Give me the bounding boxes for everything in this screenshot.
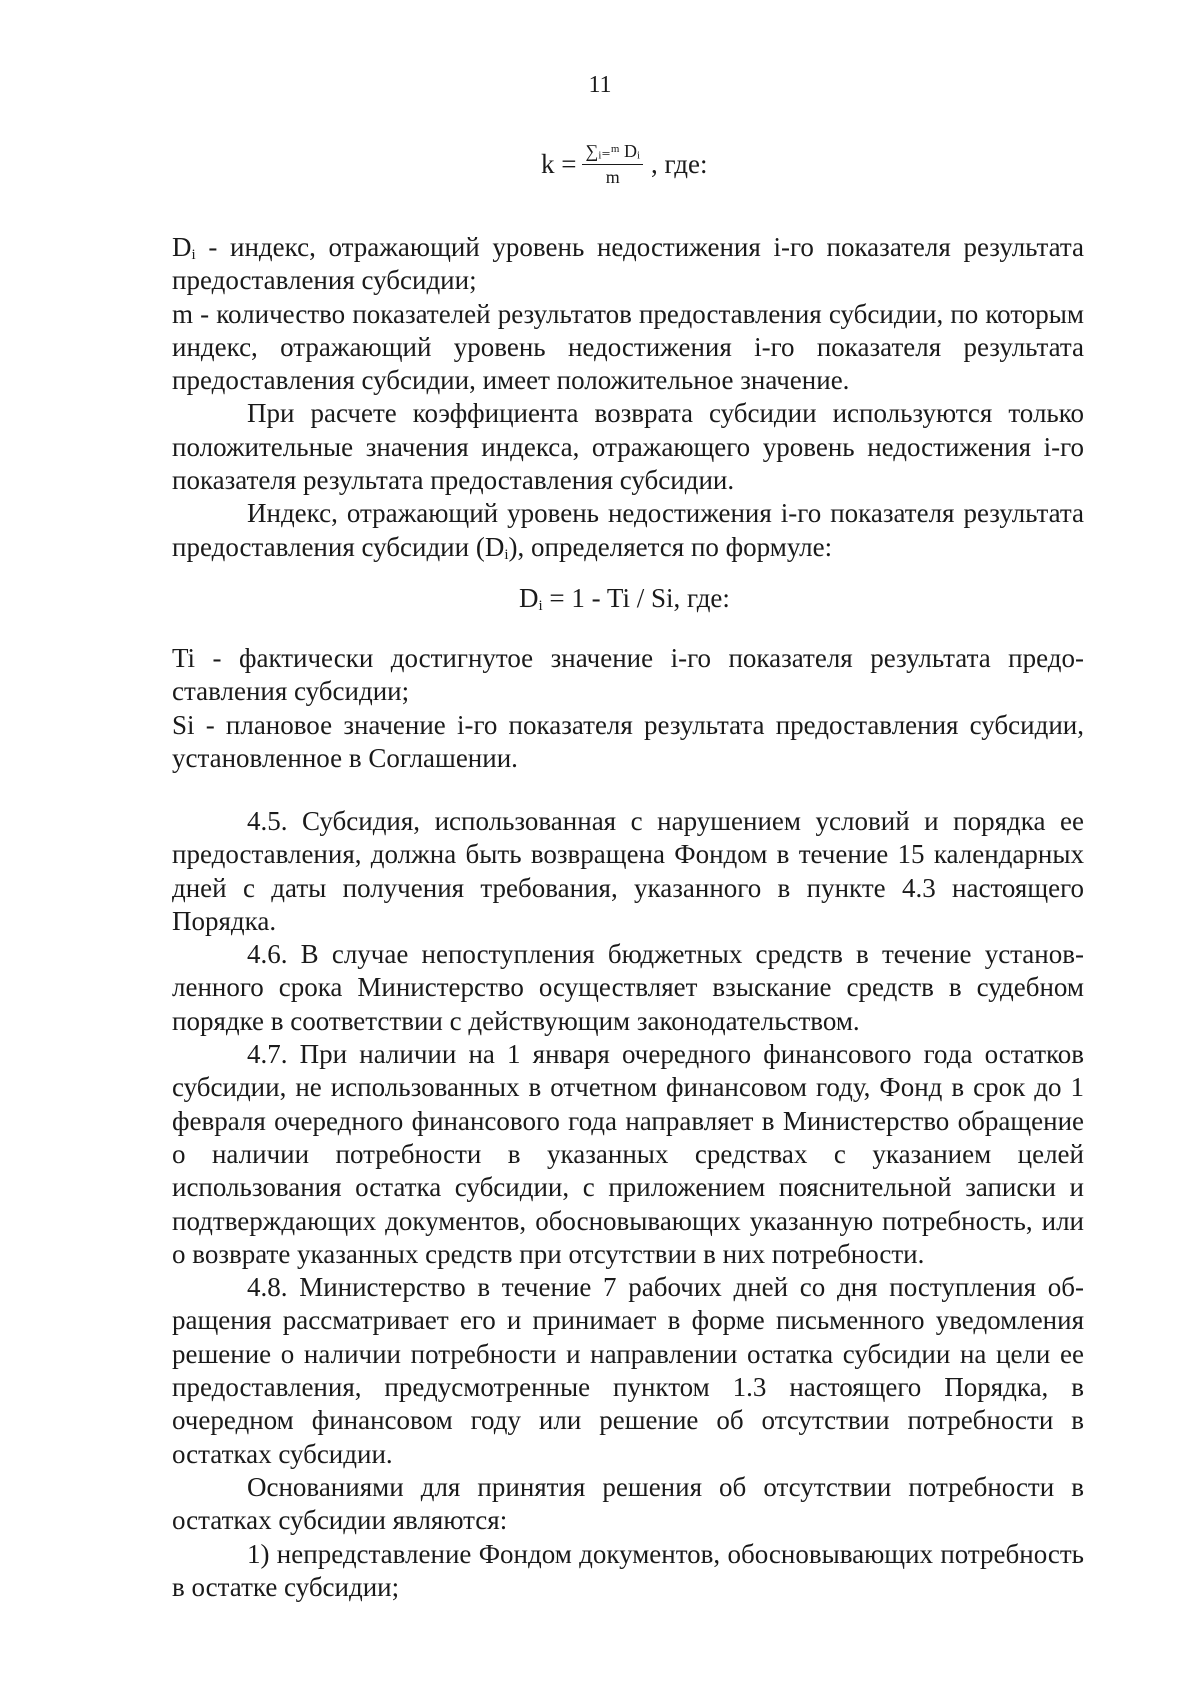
definition-ti: Ti - фактически достигнутое значение i-го показателя результата предоставления субсидии; [172,643,1084,707]
formula-d-definitions [172,642,1084,775]
clause-4-5: 4.5. Субсидия, использованная с нарушением условий и порядка ее предоставления, должна быть возвращена Фондом в течение 15 календарных дней с даты получения требования, указанного в пункте 4.3 настоящего Порядка. [172,806,1084,936]
clause-4-7: 4.7. При наличии на 1 января очередного финансового года остатков субсидии, не использованных в отчетном финансовом году, Фонд в срок до 1 февраля очередного финансового года направляет в Министерство обращение о наличии потребности в указанных средствах с указанием целей использования остатка субсидии, с приложением пояснительной записки и подтверждающих документов, обосновывающих указанную потребность, или о возврате указанных средств при отсутствии в них потребности. [172,1039,1084,1269]
formula-k-lhs: k = [541,149,577,179]
formula-k-numerator: ∑ᵢ₌ᵐ Dᵢ [582,140,643,165]
para-index-after: ), определяется по формуле: [508,531,833,562]
clause-4-8: 4.8. Министерство в течение 7 рабочих дней со дня поступления обращения рассматривает его и принимает в форме письменного уведомления решение о наличии потребности и направлении остатка субсидии на цели ее предоставления, предусмотренные пунктом 1.3 настоящего Порядка, в очередном финансовом году или решение об отсутствии потребности в остатках субсидии. [172,1272,1084,1469]
formula-d-rhs: = 1 - Ti / Si, где: [542,583,730,613]
formula-k [541,140,707,189]
definition-m [172,298,1084,398]
paragraph-positive-values: При расчете коэффициента возврата субсидии используются только положительные значения индекса, отражающего уровень недостижения i-го показателя результата предоставления субсидии. [172,398,1084,496]
definition-di [172,231,1084,298]
clause-4-6: 4.6. В случае непоступления бюджетных средств в течение установленного срока Министерство осуществляет взыскание средств в судебном порядке в соответствии с действующим законодательством. [172,939,1084,1036]
formula-d [519,583,730,614]
paragraph-grounds: Основаниями для принятия решения об отсутствии потребности в остатках субсидии являются: [172,1471,1084,1536]
clauses-block [172,805,1084,1604]
formula-d-subscript: i [538,598,543,614]
para-index-subscript: i [504,546,509,563]
def-m-symbol: m [172,298,194,329]
def-di-subscript: i [191,247,196,263]
list-item-1: 1) непредставление Фондом документов, обосновывающих потребность в остатке субсидии; [172,1538,1084,1602]
paragraph-index-formula-intro [172,497,1084,564]
definitions-block [172,231,1084,564]
def-di-symbol: D [172,232,192,262]
para-index-before: Индекс, отражающий уровень недостижения i-го показателя результата предоставления субсидии (D [172,498,1084,562]
def-di-text: - индекс, отражающий уровень недостижения i-го показателя результата предоставления субсидии; [172,232,1084,296]
definition-si: Si - плановое значение i-го показателя результата предоставления субсидии, установленное в Соглашении. [172,709,1084,773]
def-m-text: - количество показателей результатов предоставления субсидии, по которым индекс, отражающий уровень недостижения i-го показателя результата предоставления субсидии, имеет положительное значение. [172,298,1084,396]
formula-k-denominator: m [605,167,620,187]
formula-d-lhs: D [519,583,539,613]
formula-k-suffix: , где: [651,149,708,179]
page-number: 11 [588,72,612,98]
formula-k-fraction [582,140,643,189]
